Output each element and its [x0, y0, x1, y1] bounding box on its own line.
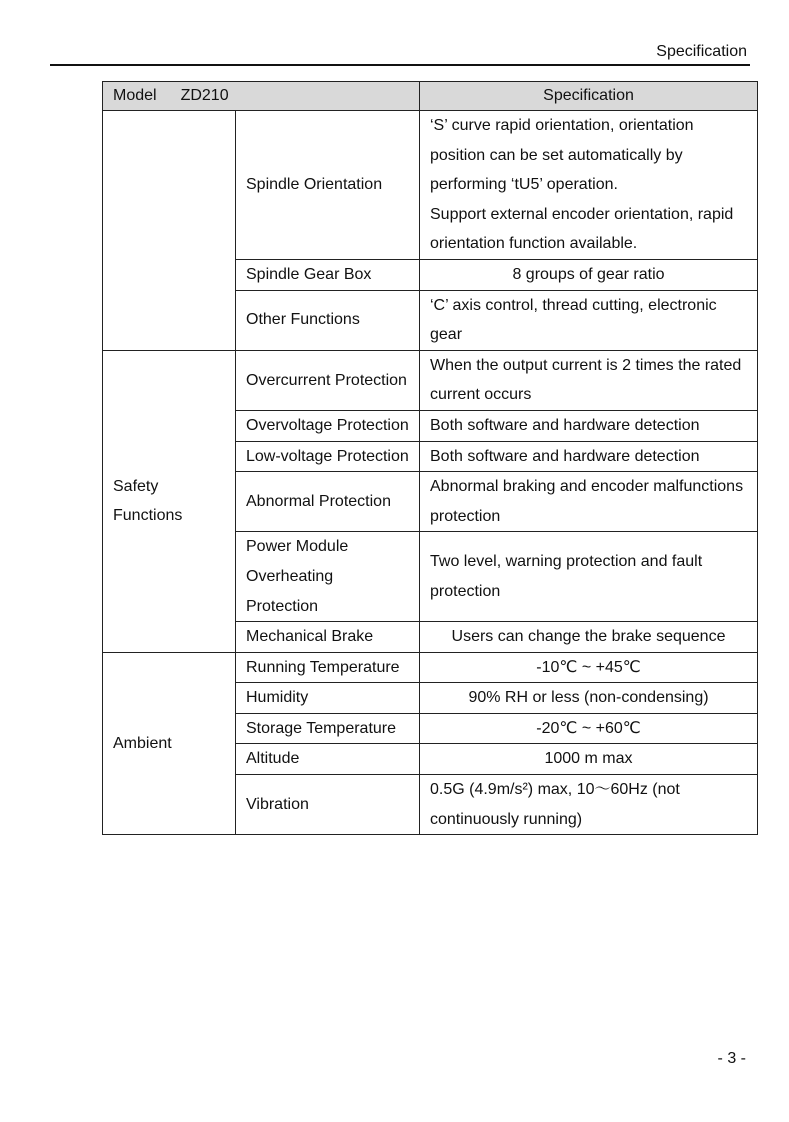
item-cell: Other Functions: [236, 290, 420, 350]
item-cell: Humidity: [236, 683, 420, 714]
item-cell: Overcurrent Protection: [236, 350, 420, 410]
spec-cell: Both software and hardware detection: [420, 410, 758, 441]
item-cell: Power Module Overheating Protection: [236, 532, 420, 622]
model-label: Model: [113, 87, 157, 104]
spec-cell: 1000 m max: [420, 744, 758, 775]
category-cell: Ambient: [103, 652, 236, 835]
header-rule: [50, 64, 750, 66]
page-header-title: Specification: [656, 43, 747, 60]
spec-cell: ‘C’ axis control, thread cutting, electronic gear: [420, 290, 758, 350]
model-value: ZD210: [180, 87, 229, 104]
spec-header-cell: Specification: [420, 82, 758, 111]
item-cell: Abnormal Protection: [236, 472, 420, 532]
item-cell: Spindle Gear Box: [236, 259, 420, 290]
spec-text: ‘S’ curve rapid orientation, orientation position can be set automatically by performing ‘tU5’ operation.: [430, 117, 694, 194]
specification-table: [102, 81, 758, 835]
table-row: [103, 111, 758, 260]
category-cell: Safety Functions: [103, 350, 236, 652]
spec-cell: When the output current is 2 times the rated current occurs: [420, 350, 758, 410]
spec-text-extra: Support external encoder orientation, rapid orientation function available.: [430, 205, 734, 253]
item-cell: Low-voltage Protection: [236, 441, 420, 472]
spec-cell: Both software and hardware detection: [420, 441, 758, 472]
item-cell: Running Temperature: [236, 652, 420, 683]
item-cell: Mechanical Brake: [236, 622, 420, 653]
item-cell: Altitude: [236, 744, 420, 775]
item-cell: Spindle Orientation: [236, 111, 420, 260]
model-header-cell: [103, 82, 420, 111]
spec-cell: -10℃ ~ +45℃: [420, 652, 758, 683]
item-cell: Vibration: [236, 775, 420, 835]
spec-cell: Users can change the brake sequence: [420, 622, 758, 653]
spec-cell: -20℃ ~ +60℃: [420, 713, 758, 744]
item-cell: Storage Temperature: [236, 713, 420, 744]
spec-cell: Abnormal braking and encoder malfunctions protection: [420, 472, 758, 532]
table-row: [103, 350, 758, 410]
item-cell: Overvoltage Protection: [236, 410, 420, 441]
page-number: - 3 -: [717, 1050, 746, 1067]
spec-cell: 8 groups of gear ratio: [420, 259, 758, 290]
spec-cell: 0.5G (4.9m/s²) max, 10～60Hz (not continuously running): [420, 775, 758, 835]
table-header-row: [103, 82, 758, 111]
spec-cell: [420, 111, 758, 260]
table-row: [103, 652, 758, 683]
category-cell: [103, 111, 236, 351]
spec-cell: 90% RH or less (non-condensing): [420, 683, 758, 714]
spec-cell: Two level, warning protection and fault protection: [420, 532, 758, 622]
